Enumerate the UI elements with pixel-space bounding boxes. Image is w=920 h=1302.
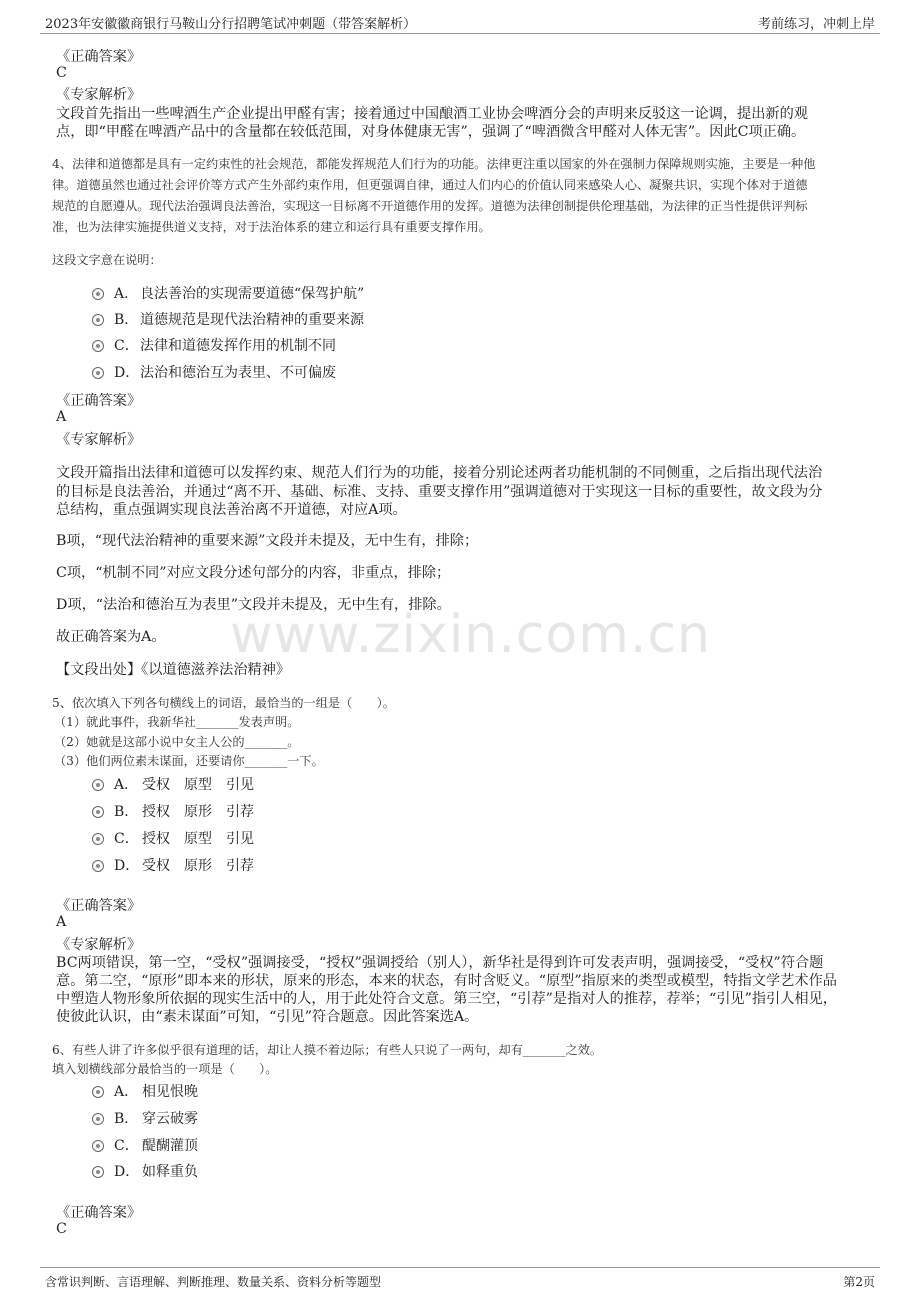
- analysis-line: 总结构，重点强调实现良法善治离不开道德，对应A项。: [56, 502, 407, 518]
- page-footer: [40, 1267, 880, 1291]
- question-stem-line: 6、有些人讲了许多似乎很有道理的话，却让人摸不着边际；有些人只说了一两句，却有_______之效。: [52, 1043, 603, 1057]
- radio-icon[interactable]: [92, 1140, 104, 1152]
- analysis-line: 点，即“甲醛在啤酒产品中的含量都在较低范围，对身体健康无害”，强调了“啤酒微含甲醛对人体无害”。因此C项正确。: [56, 124, 806, 140]
- radio-icon[interactable]: [92, 367, 104, 379]
- analysis-line: BC两项错误，第一空，“受权”强调接受，“授权”强调授给（别人），新华社是得到许可发表声明，强调接受，“受权”符合题: [56, 955, 824, 971]
- question-stem-line: 填入划横线部分最恰当的一项是（ ）。: [52, 1062, 278, 1076]
- analysis-label: 《专家解析》: [56, 432, 142, 448]
- option-key: D．: [114, 1164, 140, 1180]
- option-key: D．: [114, 858, 140, 874]
- option-key: C．: [114, 338, 139, 354]
- answer-value: A: [56, 914, 67, 930]
- option-text: 授权 原形 引荐: [142, 804, 254, 820]
- answer-label: 《正确答案》: [56, 1205, 142, 1221]
- radio-icon[interactable]: [92, 860, 104, 872]
- option-text: 道德规范是现代法治精神的重要来源: [140, 312, 364, 328]
- radio-icon[interactable]: [92, 1166, 104, 1178]
- option-key: B．: [114, 804, 139, 820]
- analysis-label: 《专家解析》: [56, 87, 142, 103]
- option-key: A．: [114, 286, 139, 302]
- option-text: 如释重负: [142, 1164, 198, 1180]
- answer-value: A: [56, 409, 67, 425]
- radio-icon[interactable]: [92, 779, 104, 791]
- option-text: 法治和德治互为表里、不可偏废: [140, 365, 336, 381]
- option-text: 穿云破雾: [142, 1111, 198, 1127]
- sentence-item: （1）就此事件，我新华社_______发表声明。: [54, 715, 300, 729]
- answer-value: C: [56, 1221, 67, 1237]
- answer-label: 《正确答案》: [56, 393, 142, 409]
- option-key: D．: [114, 365, 140, 381]
- option-key: A．: [114, 1084, 139, 1100]
- option-text: 法律和道德发挥作用的机制不同: [140, 338, 336, 354]
- analysis-conclusion: 故正确答案为A。: [56, 629, 166, 645]
- analysis-line: 意。第二空，“原形”即本来的形状，原来的形态，本来的状态，有时含贬义。“原型”指原来的类型或模型，特指文学艺术作品: [56, 973, 837, 989]
- question-stem-line: 准，也为法律实施提供道义支持，对于法治体系的建立和运行具有重要支撑作用。: [52, 220, 491, 234]
- analysis-note: D项，“法治和德治互为表里”文段并未提及，无中生有，排除。: [56, 597, 451, 613]
- radio-icon[interactable]: [92, 314, 104, 326]
- text-source: 【文段出处】《以道德滋养法治精神》: [56, 662, 291, 678]
- analysis-label: 《专家解析》: [56, 937, 142, 953]
- question-prompt: 这段文字意在说明：: [52, 253, 162, 267]
- radio-icon[interactable]: [92, 833, 104, 845]
- document-title: 2023年安徽徽商银行马鞍山分行招聘笔试冲刺题（带答案解析）: [45, 17, 417, 32]
- question-stem-line: 规范的自愿遵从。现代法治强调良法善治，实现这一目标离不开道德作用的发挥。道德为法律创制提供伦理基础，为法律的正当性提供评判标: [52, 199, 808, 213]
- radio-icon[interactable]: [92, 806, 104, 818]
- answer-value: C: [56, 65, 67, 81]
- sentence-item: （2）她就是这部小说中女主人公的_______。: [54, 735, 300, 749]
- option-text: 受权 原型 引见: [142, 777, 254, 793]
- analysis-line: 文段首先指出一些啤酒生产企业提出甲醛有害；接着通过中国酿酒工业协会啤酒分会的声明来反驳这一论调，提出新的观: [56, 106, 808, 122]
- header-slogan: 考前练习，冲刺上岸: [757, 17, 875, 32]
- page-header: [40, 10, 880, 34]
- analysis-line: 文段开篇指出法律和道德可以发挥约束、规范人们行为的功能，接着分别论述两者功能机制的不同侧重，之后指出现代法治: [56, 465, 823, 481]
- analysis-line: 的目标是良法善治，并通过“离不开、基础、标准、支持、重要支撑作用”强调道德对于实现这一目标的重要性，故文段为分: [56, 484, 823, 500]
- option-text: 醍醐灌顶: [142, 1138, 198, 1154]
- radio-icon[interactable]: [92, 1113, 104, 1125]
- option-key: C．: [114, 831, 139, 847]
- option-key: A．: [114, 777, 139, 793]
- watermark: www.zixin.com.cn: [230, 605, 711, 665]
- option-key: C．: [114, 1138, 139, 1154]
- option-text: 相见恨晚: [142, 1084, 198, 1100]
- option-text: 良法善治的实现需要道德“保驾护航”: [140, 286, 365, 302]
- answer-label: 《正确答案》: [56, 49, 142, 65]
- sentence-item: （3）他们两位素未谋面，还要请你_______一下。: [54, 754, 324, 768]
- question-stem: 5、依次填入下列各句横线上的词语，最恰当的一组是（ ）。: [52, 696, 395, 710]
- question-stem-line: 律。道德虽然也通过社会评价等方式产生外部约束作用，但更强调自律，通过人们内心的价值认同来感染人心、凝聚共识，实现个体对于道德: [52, 178, 808, 192]
- analysis-note: B项，“现代法治精神的重要来源”文段并未提及，无中生有，排除；: [56, 533, 479, 549]
- analysis-line: 中塑造人物形象所依据的现实生活中的人，用于此处符合文意。第三空，“引荐”是指对人的推荐，荐举；“引见”指引人相见，: [56, 991, 837, 1007]
- page-number: 第2页: [843, 1275, 875, 1289]
- answer-label: 《正确答案》: [56, 898, 142, 914]
- question-stem-line: 4、法律和道德都是具有一定约束性的社会规范，都能发挥规范人们行为的功能。法律更注重以国家的外在强制力保障规则实施，主要是一种他: [52, 157, 816, 171]
- radio-icon[interactable]: [92, 340, 104, 352]
- option-key: B．: [114, 1111, 139, 1127]
- footer-note: 含常识判断、言语理解、判断推理、数量关系、资料分析等题型: [45, 1275, 382, 1289]
- analysis-line: 使彼此认识，由“素未谋面”可知，“引见”符合题意。因此答案选A。: [56, 1009, 479, 1025]
- radio-icon[interactable]: [92, 1086, 104, 1098]
- option-text: 授权 原型 引见: [142, 831, 254, 847]
- analysis-note: C项，“机制不同”对应文段分述句部分的内容，非重点，排除；: [56, 565, 451, 581]
- option-key: B．: [114, 312, 139, 328]
- radio-icon[interactable]: [92, 288, 104, 300]
- option-text: 受权 原形 引荐: [142, 858, 254, 874]
